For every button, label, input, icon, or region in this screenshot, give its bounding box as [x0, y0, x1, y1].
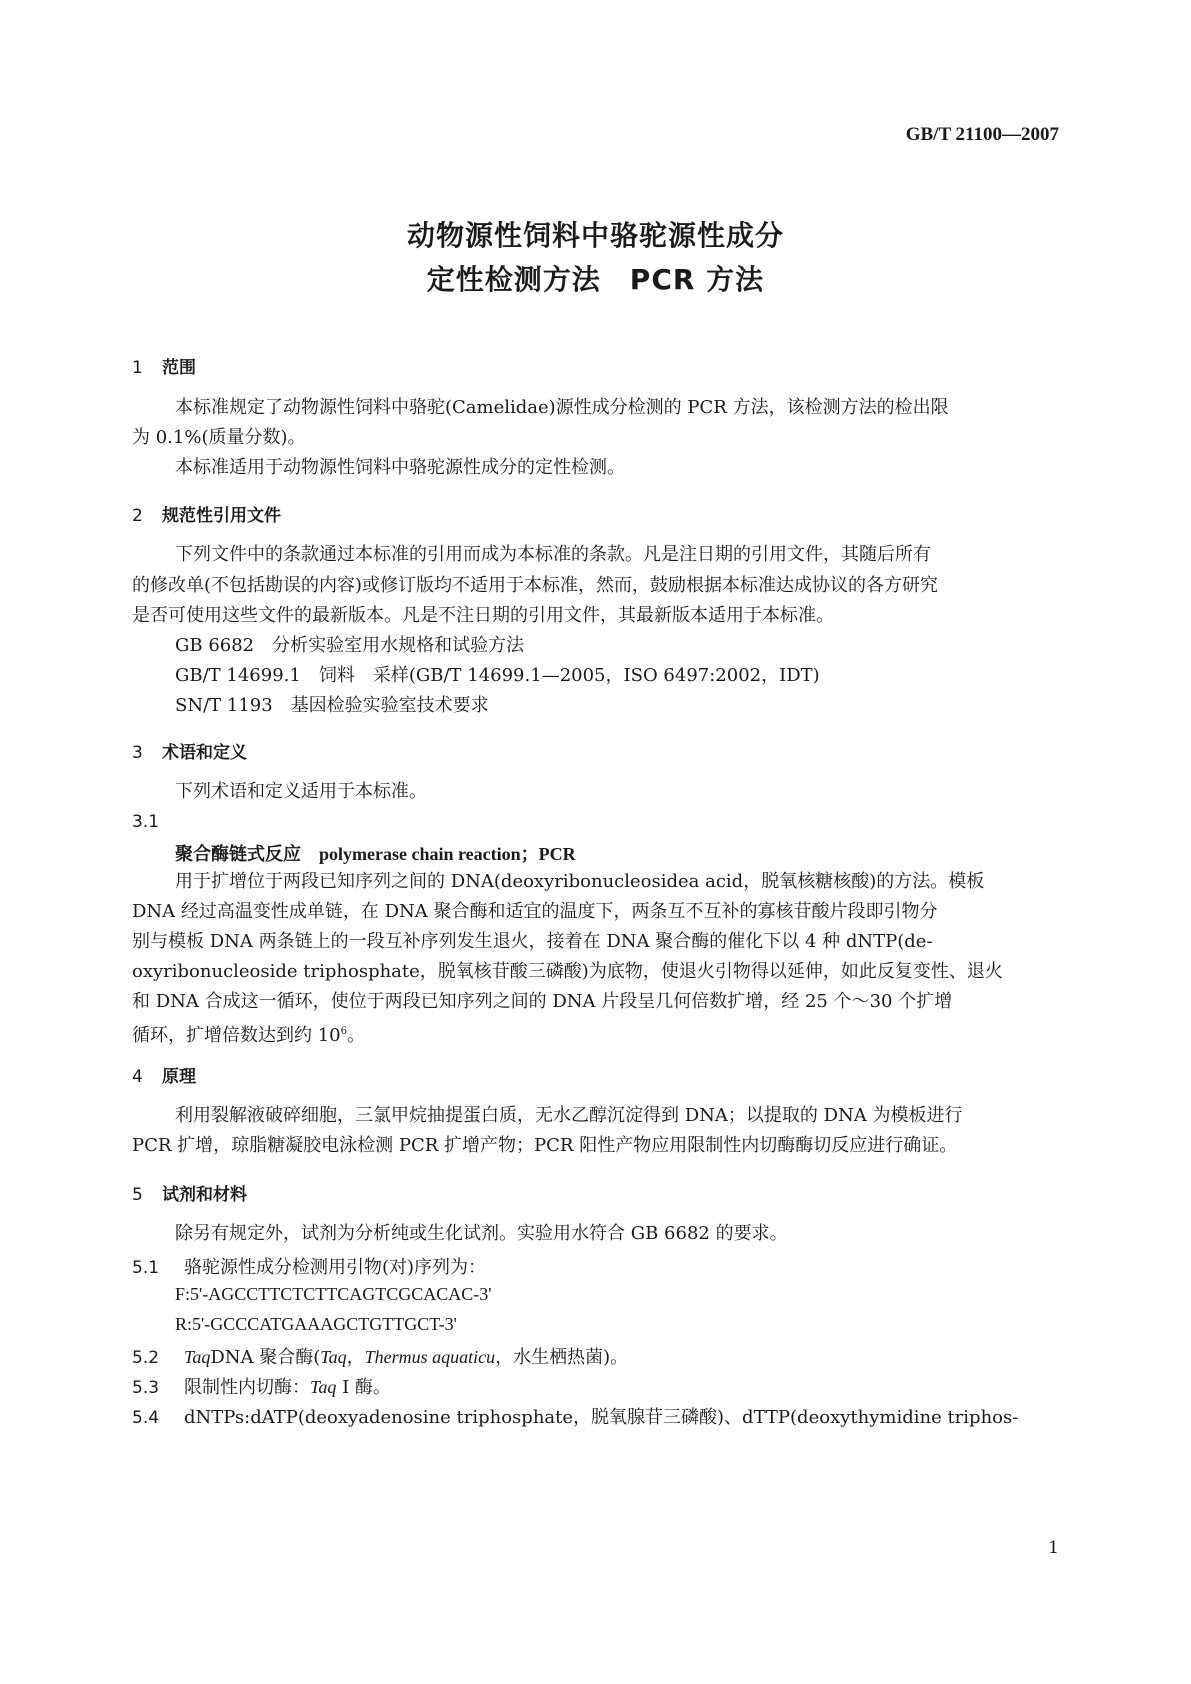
- item-italic: Taq: [310, 1377, 337, 1397]
- definition-line: [132, 1017, 1060, 1051]
- definition-text-end: 。: [347, 1025, 365, 1046]
- paragraph-line: 本标准适用于动物源性饲料中骆驼源性成分的定性检测。: [175, 457, 625, 478]
- section-title: 规范性引用文件: [162, 506, 281, 526]
- term-english: polymerase chain reaction；PCR: [319, 844, 576, 864]
- section-number: 4: [132, 1067, 143, 1087]
- subclause-number: [132, 811, 184, 832]
- section-heading-reagents: [132, 1180, 247, 1205]
- definition-line: 用于扩增位于两段已知序列之间的 DNA(deoxyribonucleosidea acid，脱氧核糖核酸)的方法。模板: [175, 871, 985, 892]
- item-number: 5.2: [132, 1348, 160, 1368]
- item-text: 骆驼源性成分检测用引物(对)序列为：: [184, 1257, 487, 1278]
- reference-item: GB 6682 分析实验室用水规格和试验方法: [175, 635, 525, 656]
- item-text: ，: [346, 1347, 365, 1368]
- document-title-line1: 动物源性饲料中骆驼源性成分: [406, 219, 784, 252]
- item-italic: Taq: [184, 1347, 211, 1367]
- item-text: dNTPs:dATP(deoxyadenosine triphosphate，脱氧腺苷三磷酸)、dTTP(deoxythymidine triphos-: [184, 1407, 1019, 1428]
- primer-reverse: R:5'-GCCCATGAAAGCTGTTGCT-3': [175, 1314, 457, 1334]
- section-number: 5: [132, 1185, 143, 1205]
- item-italic: Taq: [320, 1347, 347, 1367]
- section-title: 术语和定义: [162, 743, 247, 763]
- definition-text: 循环，扩增倍数达到约 10: [132, 1025, 341, 1046]
- term-entry: [175, 840, 576, 866]
- paragraph-line: 下列术语和定义适用于本标准。: [175, 781, 427, 802]
- section-title: 原理: [162, 1067, 196, 1087]
- reference-item: GB/T 14699.1 饲料 采样(GB/T 14699.1—2005，ISO 6497:2002，IDT): [175, 665, 820, 686]
- definition-line: 和 DNA 合成这一循环，使位于两段已知序列之间的 DNA 片段呈几何倍数扩增，经 25 个～30 个扩增: [132, 991, 953, 1012]
- definition-line: 别与模板 DNA 两条链上的一段互补序列发生退火，接着在 DNA 聚合酶的催化下以 4 种 dNTP(de-: [132, 931, 933, 952]
- subclause-num: 3.1: [132, 812, 160, 832]
- document-title-line2: 定性检测方法 PCR 方法: [426, 263, 765, 296]
- paragraph-line: 本标准规定了动物源性饲料中骆驼(Camelidae)源性成分检测的 PCR 方法，该检测方法的检出限: [175, 397, 949, 418]
- reagent-item: [132, 1343, 628, 1369]
- item-number: 5.1: [132, 1258, 160, 1278]
- section-number: 3: [132, 743, 143, 763]
- item-number: 5.4: [132, 1408, 160, 1428]
- paragraph-line: 利用裂解液破碎细胞，三氯甲烷抽提蛋白质，无水乙醇沉淀得到 DNA；以提取的 DNA 为模板进行: [175, 1105, 963, 1126]
- paragraph-line: PCR 扩增，琼脂糖凝胶电泳检测 PCR 扩增产物；PCR 阳性产物应用限制性内切酶酶切反应进行确证。: [132, 1135, 958, 1156]
- item-text: 限制性内切酶：: [184, 1377, 310, 1398]
- page-number: 1: [1048, 1538, 1059, 1558]
- item-text: I 酶。: [336, 1377, 391, 1398]
- section-number: 2: [132, 506, 143, 526]
- reagent-item: [132, 1253, 486, 1279]
- section-heading-scope: [132, 353, 196, 378]
- term-chinese: 聚合酶链式反应: [175, 844, 301, 865]
- standard-code: GB/T 21100—2007: [905, 124, 1059, 145]
- superscript-exponent: 6: [340, 1026, 347, 1037]
- section-heading-principle: [132, 1062, 196, 1087]
- paragraph-line: 除另有规定外，试剂为分析纯或生化试剂。实验用水符合 GB 6682 的要求。: [175, 1223, 788, 1244]
- section-title: 试剂和材料: [162, 1185, 247, 1205]
- section-heading-terms: [132, 738, 247, 763]
- section-number: 1: [132, 358, 143, 378]
- primer-forward: F:5'-AGCCTTCTCTTCAGTCGCACAC-3': [175, 1284, 492, 1304]
- section-heading-normative-references: [132, 501, 281, 526]
- paragraph-line: 为 0.1%(质量分数)。: [132, 427, 306, 448]
- reagent-item: [132, 1373, 391, 1399]
- item-text: ，水生栖热菌)。: [495, 1347, 629, 1368]
- section-title: 范围: [162, 358, 196, 378]
- paragraph-line: 是否可使用这些文件的最新版本。凡是不注日期的引用文件，其最新版本适用于本标准。: [132, 605, 834, 626]
- reagent-item: [132, 1403, 1018, 1429]
- definition-line: DNA 经过高温变性成单链，在 DNA 聚合酶和适宜的温度下，两条互不互补的寡核苷酸片段即引物分: [132, 901, 938, 922]
- reference-item: SN/T 1193 基因检验实验室技术要求: [175, 695, 489, 716]
- paragraph-line: 下列文件中的条款通过本标准的引用而成为本标准的条款。凡是注日期的引用文件，其随后所有: [175, 544, 931, 565]
- item-text: DNA 聚合酶(: [210, 1347, 321, 1368]
- paragraph-line: 的修改单(不包括勘误的内容)或修订版均不适用于本标准，然而，鼓励根据本标准达成协议的各方研究: [132, 575, 939, 596]
- item-number: 5.3: [132, 1378, 160, 1398]
- item-italic: Thermus aquaticu: [364, 1347, 496, 1367]
- definition-line: oxyribonucleoside triphosphate，脱氧核苷酸三磷酸)为底物，使退火引物得以延伸，如此反复变性、退火: [132, 961, 1003, 982]
